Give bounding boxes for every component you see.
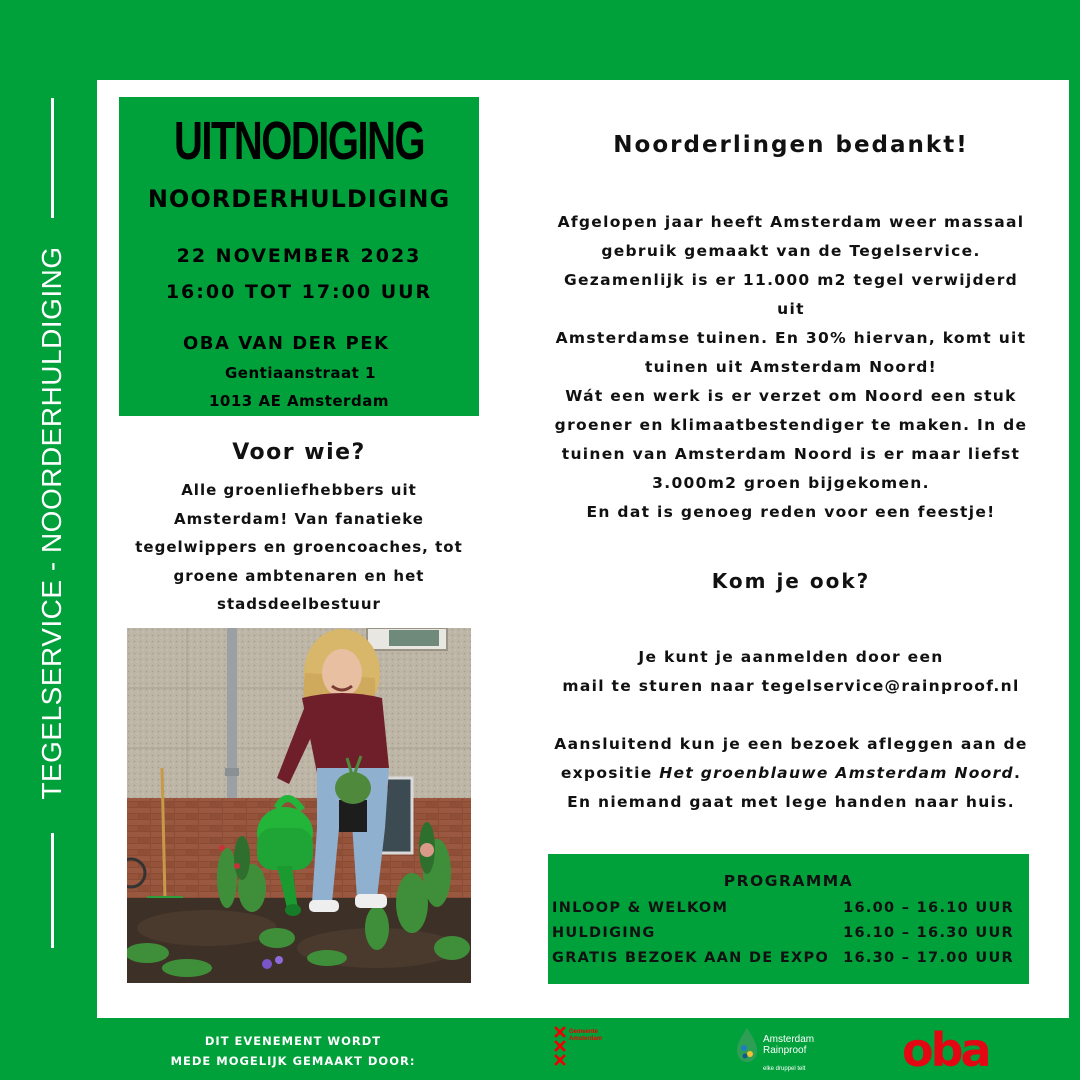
audience-line: stadsdeelbestuur [217,595,381,613]
program-row [552,925,1014,949]
program-item-time: 16.10 – 16.30 UUR [843,925,1014,941]
event-venue: OBA VAN DER PEK [183,333,390,354]
paragraph-line: gebruik gemaakt van de Tegelservice. [601,242,981,260]
rainproof-wordmark-1: Amsterdam [763,1034,815,1045]
oba-logo [902,1022,1002,1074]
event-time: 16:00 TOT 17:00 UUR [165,281,433,303]
audience-line: Amsterdam! Van fanatieke [174,509,424,528]
program-item-label: GRATIS BEZOEK AAN DE EXPO [552,950,830,966]
gemeente-wordmark-1: Gemeente [569,1029,599,1035]
side-rail [22,98,82,948]
gemeente-wordmark-2: Amsterdam [569,1036,603,1042]
expo-prefix: expositie [560,764,660,782]
program-title: PROGRAMMA [723,872,854,890]
paragraph-line: Afgelopen jaar heeft Amsterdam weer massaal [557,213,1025,231]
program-row [552,950,1014,974]
audience-line: groene ambtenaren en het [173,566,425,585]
event-city: 1013 AE Amsterdam [209,392,389,410]
invitation-subtitle: NOORDERHULDIGING [147,185,451,213]
paragraph-line: tuinen van Amsterdam Noord is er maar liefst [561,445,1021,463]
amsterdam-rainproof-logo [735,1024,835,1074]
oba-wordmark-icon [902,1022,1002,1074]
amsterdam-crosses-icon [553,1026,623,1070]
paragraph-line: Amsterdamse tuinen. En 30% hiervan, komt uit [555,329,1027,347]
audience-title: Voor wie? [232,440,366,465]
paragraph-line [549,759,1033,788]
rainproof-wordmark-2: Rainproof [763,1045,807,1056]
paragraph-line: Wát een werk is er verzet om Noord een stuk [565,387,1017,405]
audience-line: tegelwippers en groencoaches, tot [135,538,463,556]
program-item-time: 16.00 – 16.10 UUR [843,900,1014,916]
program-box [548,854,1029,984]
sponsor-note [168,1031,418,1071]
sponsor-note-line: MEDE MOGELIJK GEMAAKT DOOR: [170,1054,416,1068]
paragraph-line: tuinen uit Amsterdam Noord! [644,358,938,376]
sponsor-note-line: DIT EVENEMENT WORDT [204,1034,382,1048]
paragraph-line: Gezamenlijk is er 11.000 m2 tegel verwijderd uit [563,271,1019,318]
thanks-paragraph-2 [549,382,1033,527]
program-row [552,900,1014,924]
invitation-title: UITNODIGING [173,111,425,171]
paragraph-line: En niemand gaat met lege handen naar huis. [567,793,1015,811]
oba-wordmark: oba [902,1023,989,1074]
paragraph-line: 3.000m2 groen bijgekomen. [652,474,930,492]
rail-divider-bottom [51,833,54,948]
rail-divider-top [51,98,54,218]
program-item-time: 16.30 – 17.00 UUR [843,950,1014,966]
event-date: 22 NOVEMBER 2023 [176,245,422,267]
expo-title: Het groenblauwe Amsterdam Noord [659,764,1014,782]
vertical-title: TEGELSERVICE - NOORDERHULDIGING [36,246,67,800]
thanks-paragraph-1 [549,208,1033,382]
invitation-header [119,97,479,416]
rainproof-tagline: elke druppel telt [763,1066,806,1072]
signup-paragraph [549,643,1033,701]
audience-line: Alle groenliefhebbers uit [181,481,417,499]
rainproof-drop-icon [735,1024,835,1074]
paragraph-line: Je kunt je aanmelden door een [638,648,944,666]
signup-heading: Kom je ook? [711,569,871,593]
event-street: Gentiaanstraat 1 [225,364,376,382]
expo-paragraph [549,730,1033,817]
paragraph-line: groener en klimaatbestendiger te maken. In de [554,416,1028,434]
expo-suffix: . [1013,764,1022,782]
gemeente-amsterdam-logo [553,1026,623,1070]
invitation-card [97,80,1069,1018]
thanks-heading: Noorderlingen bedankt! [613,132,969,158]
garden-photo [127,628,471,983]
paragraph-line: mail te sturen naar tegelservice@rainproof.nl [562,677,1020,695]
paragraph-line: En dat is genoeg reden voor een feestje! [586,503,996,521]
garden-photo-illustration [127,628,471,983]
program-item-label: HULDIGING [552,925,656,941]
program-item-label: INLOOP & WELKOM [552,900,729,916]
paragraph-line: Aansluitend kun je een bezoek afleggen aan de [554,735,1028,753]
audience-text [119,476,479,619]
